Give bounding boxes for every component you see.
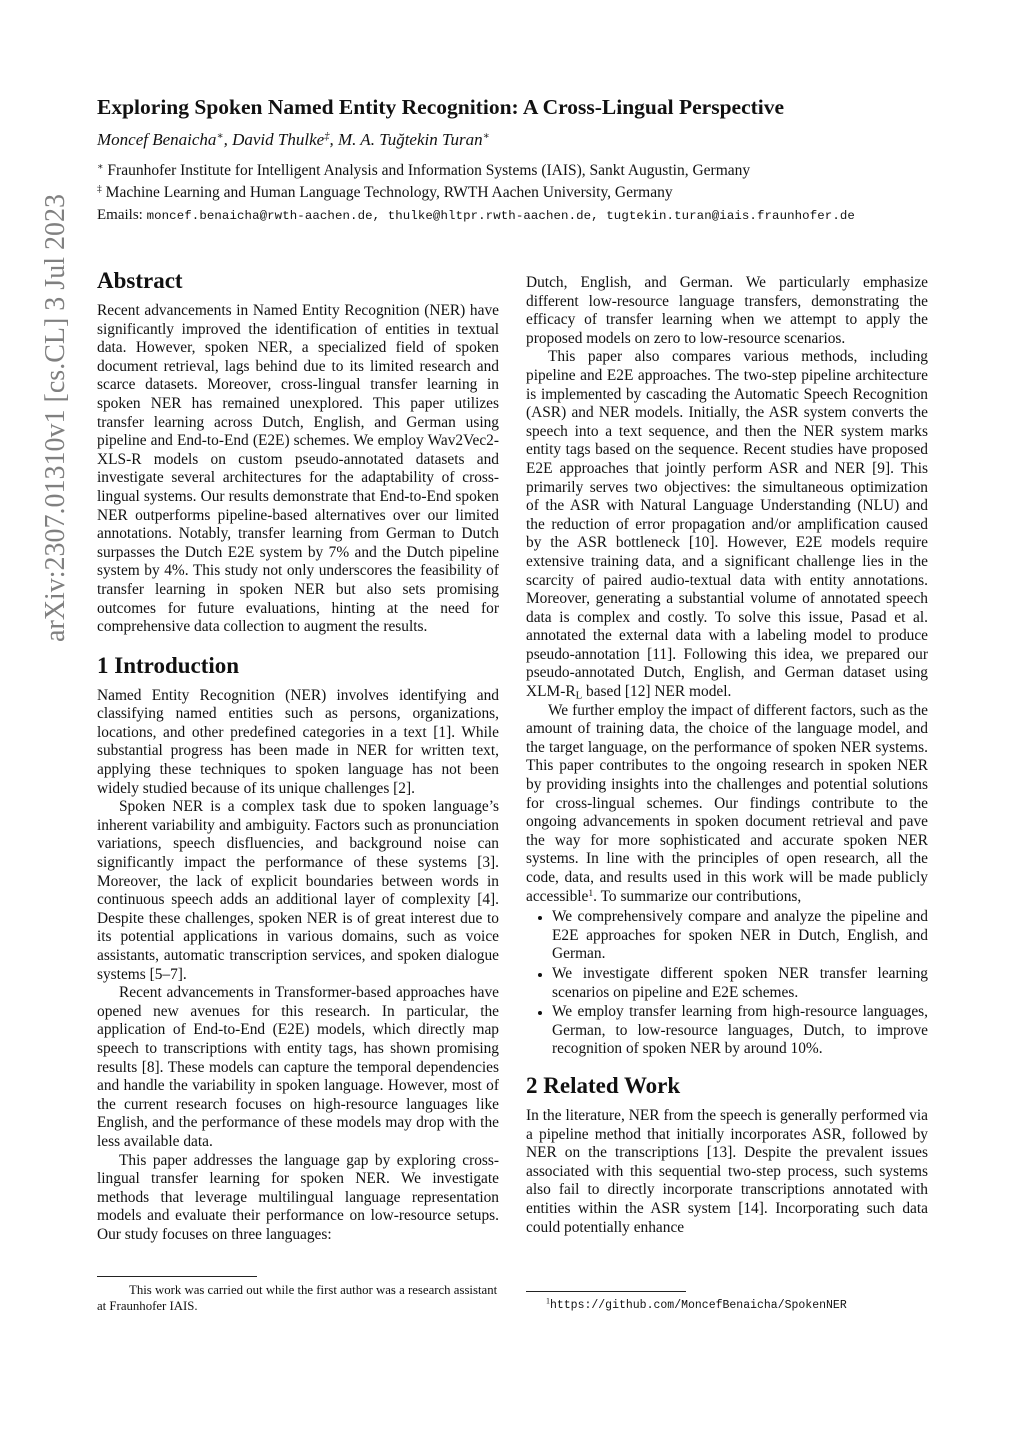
arxiv-stamp: arXiv:2307.01310v1 [cs.CL] 3 Jul 2023	[40, 194, 71, 642]
introduction-heading: 1 Introduction	[97, 652, 240, 678]
author-separator: ,	[223, 130, 233, 149]
footnote-mark: 1	[588, 887, 594, 899]
author-separator: ,	[329, 130, 338, 149]
intro-paragraph	[526, 702, 928, 907]
affiliation-line	[97, 162, 750, 180]
affiliation-mark: ∗	[216, 131, 224, 143]
affiliation-mark: ‡	[324, 131, 330, 143]
intro-paragraph: Recent advancements in Transformer-based approaches have opened new avenues for this research. In particular, the application of End-to-End (E2E) models, which directly map speech to transcriptions with entity tags, has shown promising results [8]. These models can capture the temporal dependencies and handle the variability in spoken language. However, most of the current research focuses on high-resource languages like English, and the performance of these models may drop with the less available data.	[97, 984, 499, 1150]
affiliation-text: Machine Learning and Human Language Technology, RWTH Aachen University, Germany	[101, 184, 673, 201]
affiliation-line	[97, 184, 673, 202]
paragraph-text: . To summarize our contributions,	[593, 887, 802, 905]
intro-paragraph: Named Entity Recognition (NER) involves identifying and classifying named entities such as persons, organizations, locations, and other predefined categories in a text [1]. While substantial progress has been made in NER for written text, applying these techniques to spoken language has not been widely studied because of its unique challenges [2].	[97, 686, 499, 797]
author-name: David Thulke	[232, 130, 325, 149]
affiliation-mark: ‡	[97, 183, 102, 195]
author-name: M. A. Tuğtekin Turan	[337, 130, 483, 149]
right-column	[526, 274, 928, 1237]
contribution-list	[526, 908, 928, 1059]
list-item: • We employ transfer learning from high-resource languages, German, to low-resource languages, Dutch, to improve recognition of spoken NER by around 10%.	[552, 1003, 928, 1059]
left-column	[97, 266, 499, 1245]
abstract-text: Recent advancements in Named Entity Recognition (NER) have significantly improved the identification of entities in textual data. However, spoken NER, a specialized field of spoken document retrieval, lags behind due to its limited research and scarce datasets. Moreover, cross-lingual transfer learning in spoken NER has remained unexplored. This paper utilizes transfer learning across Dutch, English, and German using pipeline and End-to-End (E2E) schemes. We employ Wav2Vec2-XLS-R models on custom pseudo-annotated datasets and investigate several architectures for the adaptability of cross-lingual systems. Our results demonstrate that End-to-End spoken NER outperforms pipeline-based alternatives over our limited annotations. Notably, transfer learning from German to Dutch surpasses the Dutch E2E system by 7% and the Dutch pipeline system by 4%. This study not only underscores the feasibility of transfer learning in spoken NER but also sets promising outcomes for future evaluations, hinting at the need for comprehensive data collection to augment the results.	[97, 302, 499, 636]
subscript: L	[575, 689, 583, 702]
affiliation-text: Fraunhofer Institute for Intelligent Analysis and Information Systems (IAIS), Sankt Augustin, Germany	[103, 162, 751, 179]
list-item: • We comprehensively compare and analyze the pipeline and E2E approaches for spoken NER in Dutch, English, and German.	[552, 908, 928, 964]
email-line	[97, 207, 855, 224]
email-addresses: moncef.benaicha@rwth-aachen.de, thulke@hltpr.rwth-aachen.de, tugtekin.turan@iais.fraunhofer.de	[146, 209, 855, 223]
related-work-paragraph: In the literature, NER from the speech is generally performed via a pipeline method that initially incorporates ASR, followed by NER on the transcriptions [13]. Despite the prevalent issues associated with this sequential two-step process, such systems also fail to directly incorporate transcriptions annotated with entities within the ASR system [14]. Incorporating such data could potentially enhance	[526, 1106, 928, 1236]
related-work-heading: 2 Related Work	[526, 1072, 681, 1098]
footnote-rule	[97, 1276, 257, 1277]
affiliation-mark: ∗	[97, 161, 104, 173]
paragraph-text: based [12] NER model.	[582, 683, 732, 701]
footnote-url	[546, 1296, 847, 1314]
intro-paragraph: Spoken NER is a complex task due to spoken language’s inherent variability and ambiguity. Factors such as pronunciation variations, speech disfluencies, and background noise can significantly impact the performance of these systems [3]. Moreover, the lack of explicit boundaries between words in continuous speech adds an additional layer of complexity [4]. Despite these challenges, spoken NER is of great interest due to its potential applications in various domains, such as voice assistants, automatic transcription services, and spoken dialogue systems [5–7].	[97, 798, 499, 983]
email-label: Emails:	[97, 207, 147, 223]
footnote-affiliation: This work was carried out while the first author was a research assistant at Fraunhofer IAIS.	[97, 1283, 498, 1313]
intro-paragraph	[526, 348, 928, 701]
footnote-mark: 1	[546, 1296, 550, 1306]
paper-title: Exploring Spoken Named Entity Recognition: A Cross-Lingual Perspective	[97, 95, 785, 119]
paragraph-text: We further employ the impact of different factors, such as the amount of training data, the choice of the language model, and the target language, on the performance of spoken NER systems. This paper contributes to the ongoing research in spoken NER by providing insights into the challenges and potential solutions for cross-lingual schemes. Our findings contribute to the ongoing advancements in spoken document retrieval and pave the way for more sophisticated and accurate spoken NER systems. In line with the principles of open research, all the code, data, and results used in this work will be made publicly accessible	[526, 701, 928, 905]
affiliation-mark: ∗	[482, 131, 490, 143]
repository-link[interactable]: https://github.com/MoncefBenaicha/SpokenNER	[549, 1299, 847, 1312]
abstract-heading: Abstract	[97, 268, 183, 293]
author-list	[97, 130, 490, 150]
paragraph-text: This paper also compares various methods, including pipeline and E2E approaches. The two-step pipeline architecture is implemented by cascading the Automatic Speech Recognition (ASR) and NER models. Initially, the ASR system converts the speech into a text sequence, and then the NER system marks entity tags based on the sequence. Recent studies have proposed E2E approaches that jointly perform ASR and NER [9]. This primarily serves two objectives: the simultaneous optimization of the ASR with Natural Language Understanding (NLU) and the reduction of error propagation and/or amplification caused by the ASR bottleneck [10]. However, E2E models require extensive training data, and a significant challenge lies in the scarcity of paired audio-textual data with entity annotations. Moreover, generating a substantial volume of annotated speech data is complex and costly. To solve this issue, Pasad et al. annotated the external data with a labeling model to produce pseudo-annotation [11]. Following this idea, we prepared our pseudo-annotated Dutch, English, and German dataset using XLM-R	[526, 348, 928, 701]
author-name: Moncef Benaicha	[97, 130, 217, 149]
list-item: • We investigate different spoken NER transfer learning scenarios on pipeline and E2E schemes.	[552, 965, 928, 1002]
intro-paragraph: This paper addresses the language gap by exploring cross-lingual transfer learning for spoken NER. We investigate methods that leverage multilingual language representation models and evaluate their performance on low-resource setups. Our study focuses on three languages:	[97, 1151, 499, 1243]
footnote-rule	[526, 1291, 686, 1292]
intro-paragraph: Dutch, English, and German. We particularly emphasize different low-resource language transfers, demonstrating the efficacy of transfer learning when we attempt to apply the proposed models on zero to low-resource scenarios.	[526, 274, 928, 347]
